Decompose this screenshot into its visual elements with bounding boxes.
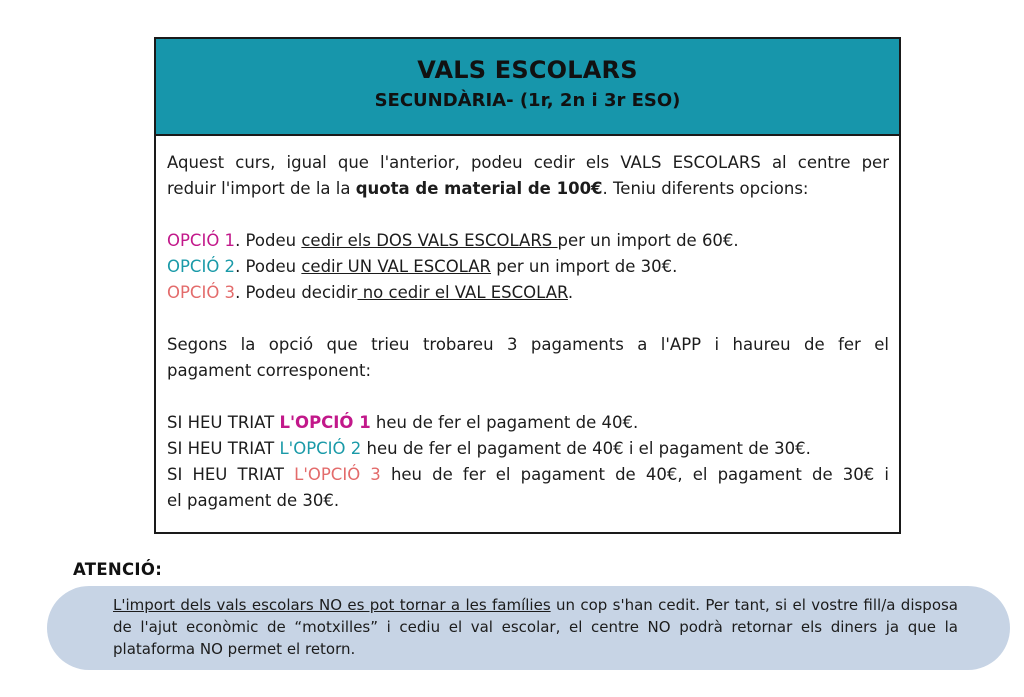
triat-1-rest: heu de fer el pagament de 40€. <box>370 413 639 432</box>
segons-line-2: pagament corresponent: <box>167 361 372 380</box>
option-2-text: . Podeu <box>235 257 302 276</box>
option-2-underlined: cedir UN VAL ESCOLAR <box>301 257 492 276</box>
triat-line-4: el pagament de 30€. <box>167 491 340 510</box>
triat-3-prefix: SI HEU TRIAT <box>167 465 295 484</box>
intro-line-1: Aquest curs, igual que l'anterior, podeu cedir els VALS ESCOLARS al centre per <box>167 153 889 172</box>
triat-3-rest: heu de fer el pagament de 40€, el pagament de 30€ i <box>380 465 889 484</box>
option-1-line <box>167 228 889 254</box>
option-2-rest: per un import de 30€. <box>491 257 678 276</box>
card-header <box>156 39 899 136</box>
intro-text: reduir l'import de la la <box>167 179 356 198</box>
option-2-line <box>167 254 889 280</box>
intro-line-2 <box>167 176 889 202</box>
card-subtitle: SECUNDÀRIA- (1r, 2n i 3r ESO) <box>374 90 681 111</box>
attention-label: ATENCIÓ: <box>73 560 163 579</box>
attention-text: un cop s'han cedit. Per tant, si el vostre fill/a disposa de l'ajut econòmic de “motxilles” i cediu el val escolar, el centre NO podrà retornar els diners ja que la plataforma NO permet el retorn. <box>113 596 959 658</box>
option-1-label: OPCIÓ 1 <box>167 231 236 250</box>
option-3-line <box>167 280 889 306</box>
option-2-label: OPCIÓ 2 <box>167 257 236 276</box>
option-3-label: OPCIÓ 3 <box>167 283 236 302</box>
quota-highlight: quota de material de 100€ <box>355 179 603 198</box>
triat-2-prefix: SI HEU TRIAT <box>167 439 280 458</box>
card-body <box>156 136 899 514</box>
option-3-text: . Podeu decidir <box>235 283 358 302</box>
triat-3-option: L'OPCIÓ 3 <box>294 465 381 484</box>
triat-2-option: L'OPCIÓ 2 <box>279 439 362 458</box>
triat-1-option: L'OPCIÓ 1 <box>279 413 371 432</box>
option-1-rest: per un import de 60€. <box>557 231 739 250</box>
triat-line-3 <box>167 462 889 488</box>
option-3-underlined: no cedir el VAL ESCOLAR <box>357 283 568 302</box>
intro-text-end: . Teniu diferents opcions: <box>602 179 809 198</box>
option-3-rest: . <box>567 283 574 302</box>
option-1-text: . Podeu <box>235 231 302 250</box>
triat-line-1 <box>167 410 889 436</box>
option-1-underlined: cedir els DOS VALS ESCOLARS <box>301 231 558 250</box>
triat-line-2 <box>167 436 889 462</box>
segons-line-1: Segons la opció que trieu trobareu 3 pagaments a l'APP i haureu de fer el <box>167 335 889 354</box>
card-title: VALS ESCOLARS <box>417 56 638 84</box>
info-card <box>154 37 901 534</box>
attention-underlined: L'import dels vals escolars NO es pot tornar a les famílies <box>113 596 551 614</box>
triat-2-rest: heu de fer el pagament de 40€ i el pagament de 30€. <box>361 439 811 458</box>
attention-note <box>47 586 1010 670</box>
triat-1-prefix: SI HEU TRIAT <box>167 413 280 432</box>
